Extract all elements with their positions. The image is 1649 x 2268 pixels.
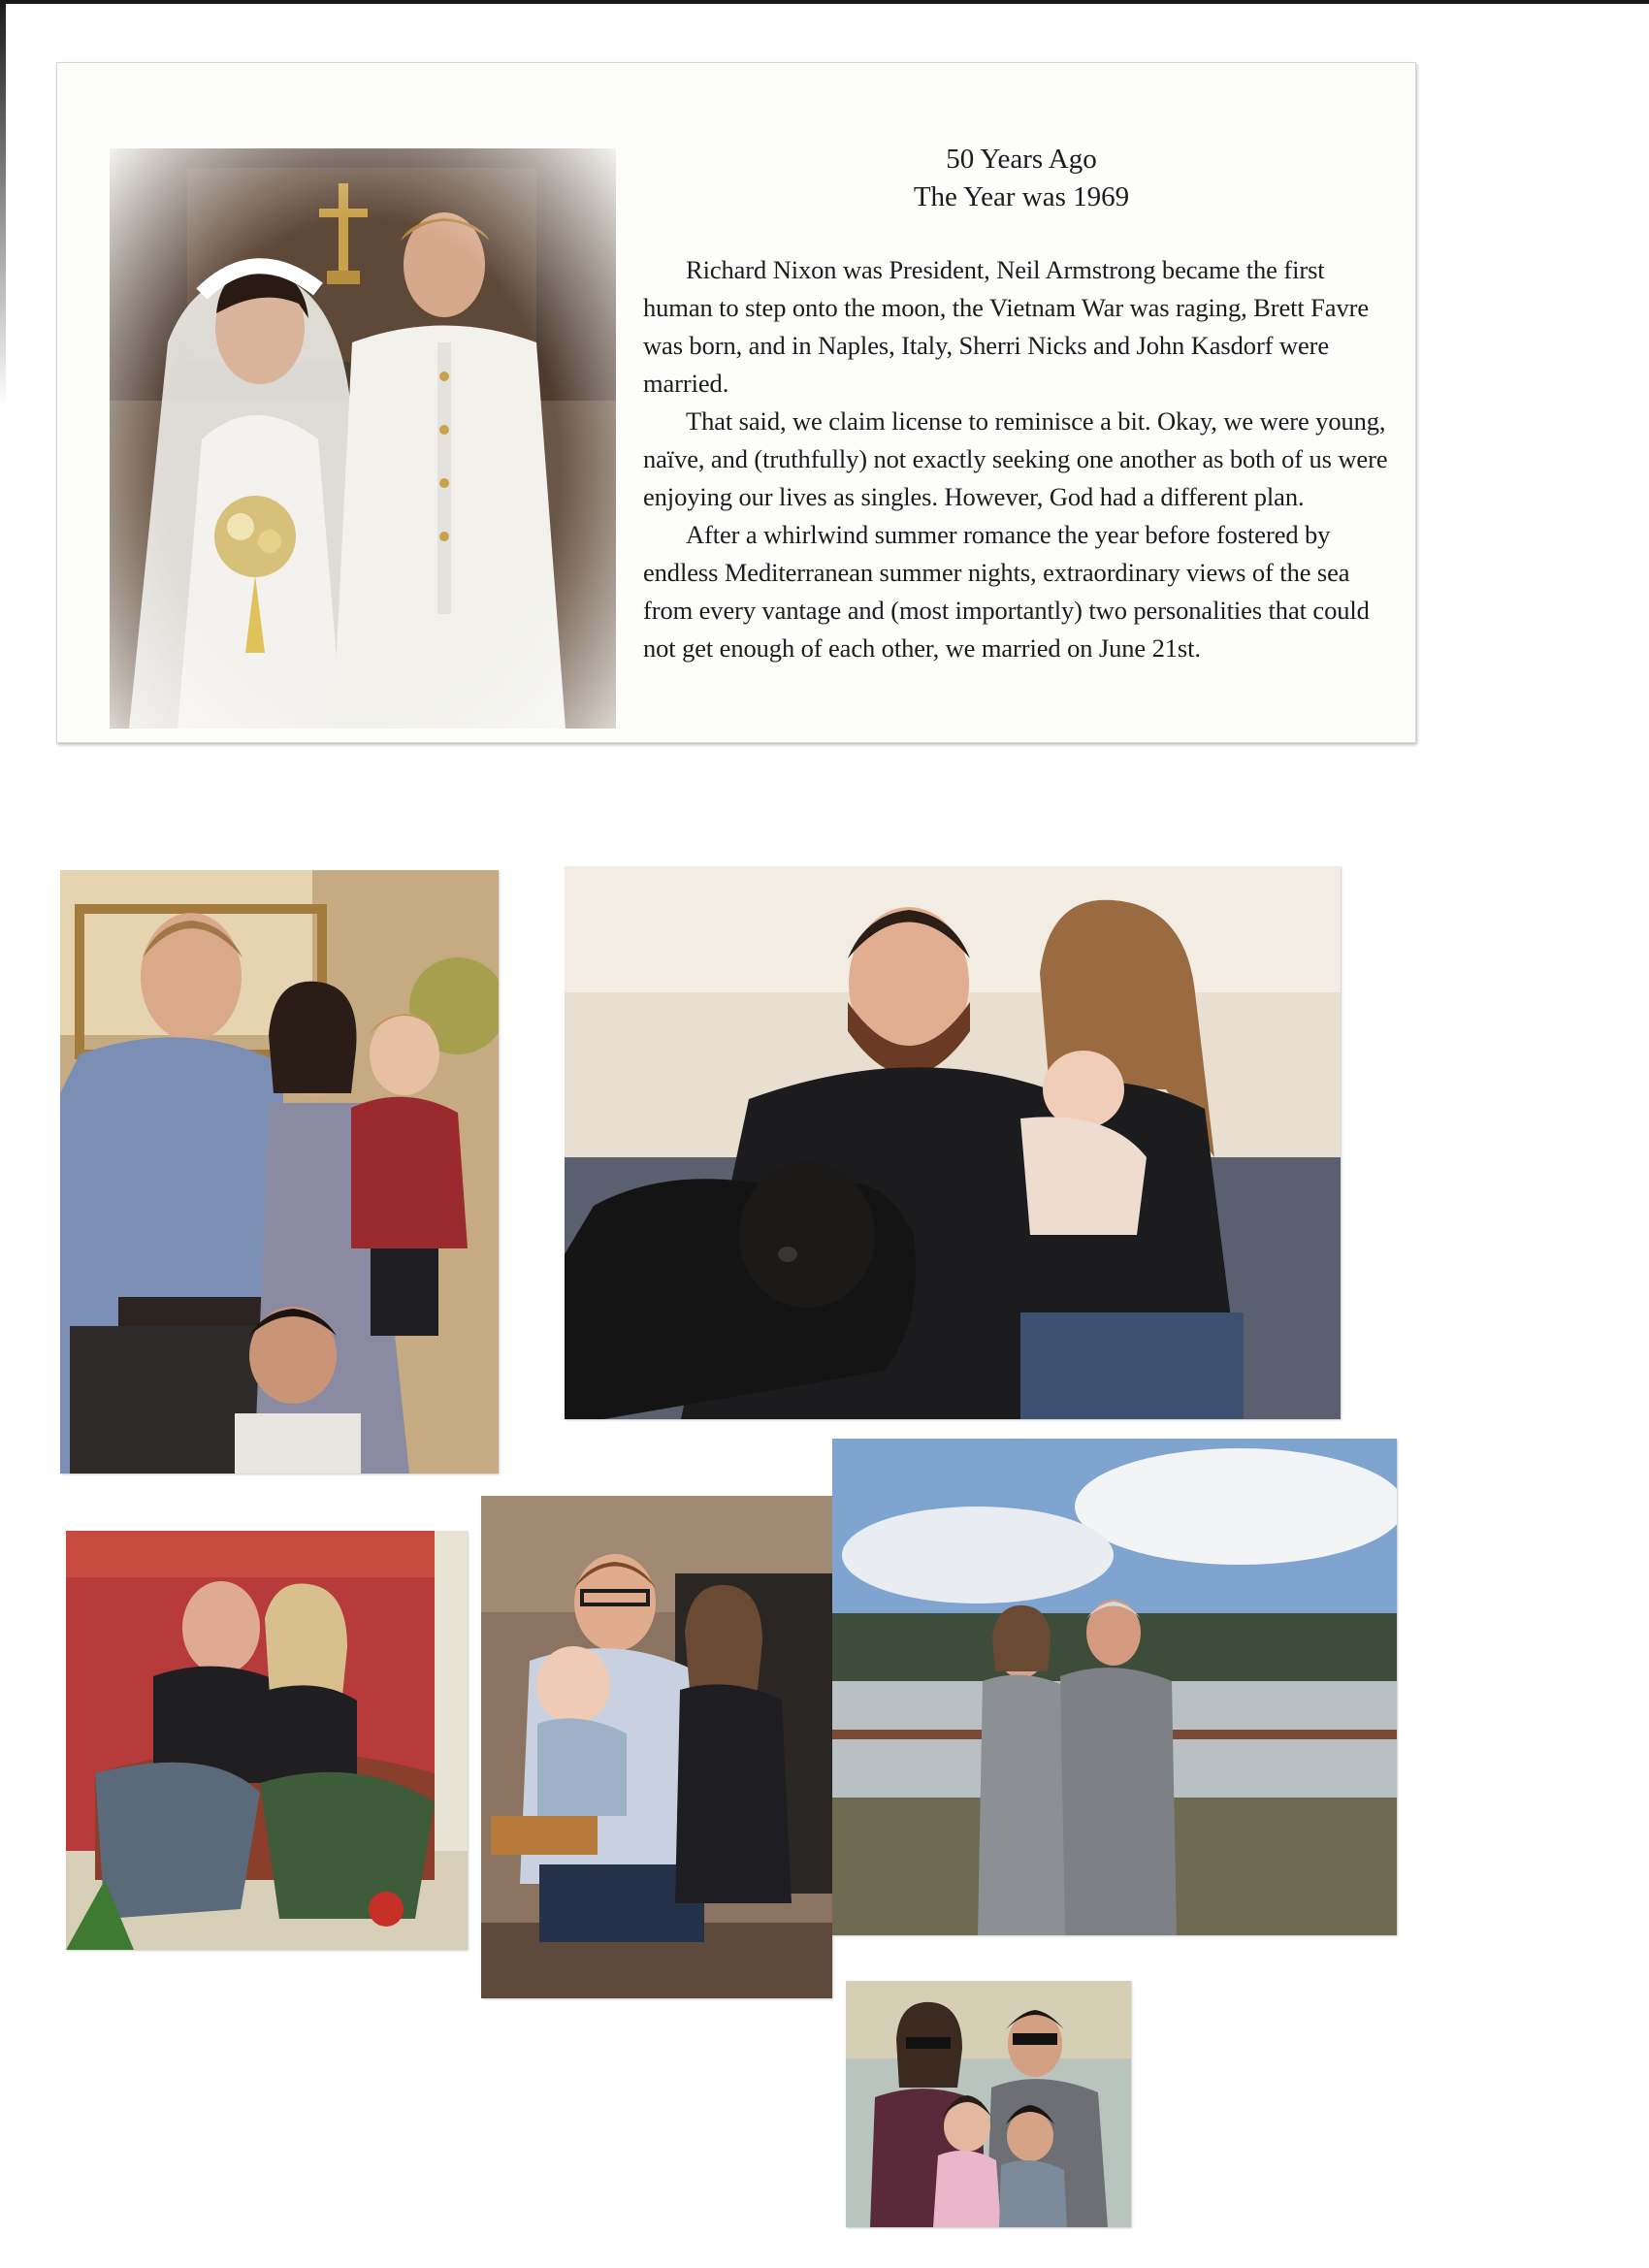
paragraph-2: That said, we claim license to reminisce a bit. Okay, we were young, naïve, and (truthfully) not exactly seeking one another as both of us were enjoying our lives as singles. However, God had a different plan. [643, 406, 1388, 511]
couple-toddler-photo [481, 1496, 832, 1998]
couple-pajamas-photo [66, 1531, 468, 1950]
family-sunglasses-photo [846, 1981, 1131, 2227]
scan-left-edge [0, 0, 6, 407]
family-photo [60, 870, 499, 1474]
article-text [643, 141, 1400, 667]
heading-line-1: 50 Years Ago [946, 144, 1097, 175]
wedding-photo [110, 148, 616, 729]
anniversary-card [56, 62, 1416, 743]
heading-line-2: The Year was 1969 [913, 181, 1130, 212]
couple-river-photo [832, 1439, 1397, 1935]
article-heading [643, 141, 1400, 216]
couple-baby-dog-photo [565, 866, 1341, 1419]
scan-top-edge [0, 0, 1649, 4]
paragraph-1: Richard Nixon was President, Neil Armstrong became the first human to step onto the moon, the Vietnam War was raging, Brett Favre was born, and in Naples, Italy, Sherri Nicks and John Kasdorf were married. [643, 255, 1370, 398]
paragraph-3: After a whirlwind summer romance the year before fostered by endless Mediterranean summer nights, extraordinary views of the sea from every vantage and (most importantly) two personalities that could not get enough of each other, we married on June 21st. [643, 520, 1370, 663]
